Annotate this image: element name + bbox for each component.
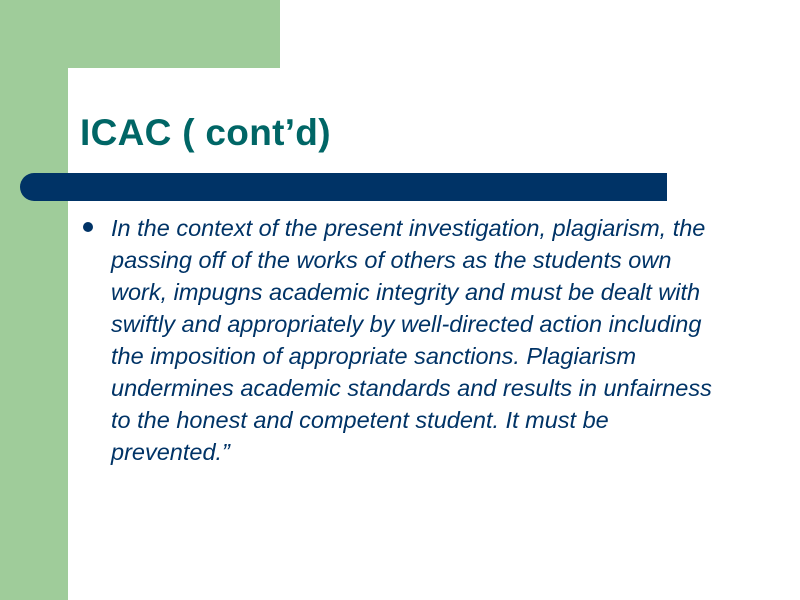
bullet-list (80, 212, 730, 468)
bullet-item (80, 212, 730, 468)
bullet-dot-icon (83, 222, 93, 232)
slide-title: ICAC ( cont’d) (80, 112, 331, 153)
title-underline-bar (20, 173, 667, 201)
decorative-green-left-band (0, 0, 68, 600)
bullet-text: In the context of the present investigation, plagiarism, the passing off of the works of others as the students own work, impugns academic integrity and must be dealt with swiftly and appropriately by well-directed action including the imposition of appropriate sanctions. Plagiarism undermines academic standards and results in unfairness to the honest and competent student. It must be prevented.” (111, 215, 712, 465)
